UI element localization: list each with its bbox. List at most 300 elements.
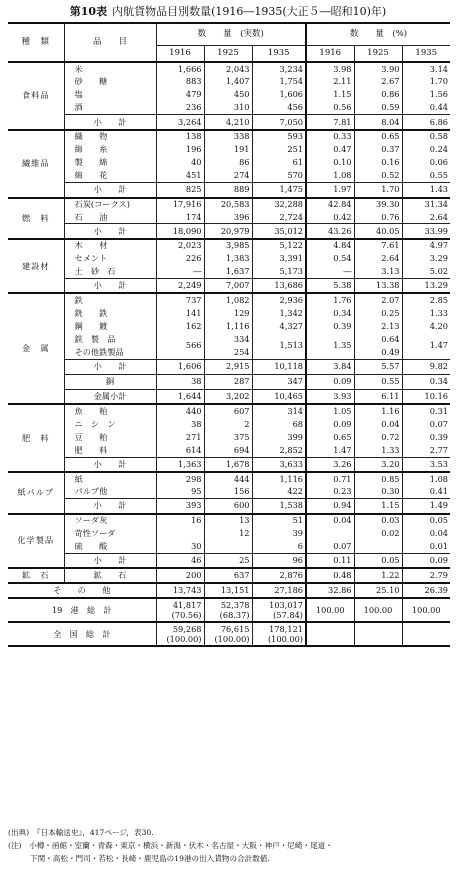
pct-1935: 0.07 — [429, 418, 448, 429]
item-row — [8, 198, 450, 211]
pct-1925: 0.76 — [354, 211, 402, 224]
pct-1935: 1.47 — [429, 340, 448, 351]
qty-1925: 450 — [204, 88, 252, 101]
pct-1925: 0.04 — [354, 418, 402, 431]
qty-1925 — [204, 622, 252, 646]
qty-1925: 4,210 — [204, 115, 252, 130]
pct-1935: 0.04 — [429, 527, 448, 538]
qty-1935: 456 — [287, 102, 303, 113]
item-row — [8, 88, 450, 101]
item-row — [8, 252, 450, 265]
qty-1916: 17,916 — [156, 198, 204, 211]
source-note: (出典) 『日本輸送史』，417ページ，表30. — [8, 828, 154, 837]
qty-1935: 10,118 — [274, 361, 303, 372]
pct-1916: 0.33 — [306, 130, 354, 143]
subtotal-row — [8, 457, 450, 472]
qty-1925: 156 — [204, 485, 252, 498]
metal-total-label: 金属小計 — [64, 389, 156, 404]
share: (57.84) — [273, 610, 303, 621]
qty-1925: 2 — [204, 418, 252, 431]
subtotal-label: 小 計 — [64, 278, 156, 293]
item-row — [8, 169, 450, 182]
pct-1925: 0.64 — [354, 333, 402, 346]
item-name: 石 油 — [64, 211, 156, 224]
share: (68.37) — [219, 610, 250, 621]
category-label: 繊維品 — [8, 130, 64, 198]
table-body — [8, 23, 450, 646]
qty-1935: 422 — [287, 486, 303, 497]
qty-1935: 399 — [287, 431, 303, 442]
pct-1916: 0.04 — [306, 514, 354, 527]
value: 41,817 — [172, 600, 202, 611]
qty-1935 — [252, 598, 306, 622]
pct-1935: 1.33 — [429, 307, 448, 318]
qty-1925: 310 — [204, 102, 252, 115]
pct-1935: 3.53 — [429, 458, 448, 469]
empty-cell — [354, 622, 402, 646]
pct-1925: 0.02 — [354, 527, 402, 540]
subtotal-label: 小 計 — [64, 457, 156, 472]
header-kind: 種 類 — [8, 23, 64, 62]
pct-1916: 0.56 — [306, 102, 354, 115]
cargo-table — [8, 22, 450, 647]
qty-1916: 236 — [156, 102, 204, 115]
note-line-2: 下関・高松・門司・若松・長崎・鹿児島の19港の出入貨物の合計数値. — [30, 854, 270, 863]
pct-1916: ― — [306, 265, 354, 278]
pct-1935: 4.20 — [429, 320, 448, 331]
category-label: 食料品 — [8, 62, 64, 130]
ports-total-row — [8, 598, 450, 622]
pct-1916: 3.26 — [306, 457, 354, 472]
qty-1935: 347 — [287, 376, 303, 387]
qty-1916: ― — [156, 265, 204, 278]
header-row-top — [8, 23, 450, 45]
pct-1925: 0.25 — [354, 307, 402, 320]
item-row — [8, 444, 450, 457]
qty-1925: 7,007 — [204, 278, 252, 293]
pct-1935: 0.44 — [429, 102, 448, 113]
pct-1916: 0.71 — [306, 472, 354, 485]
pct-1935: 3.29 — [429, 253, 448, 264]
pct-1925: 1.16 — [354, 404, 402, 417]
pct-1925: 0.72 — [354, 431, 402, 444]
year-1916: 1916 — [156, 45, 204, 62]
pct-1935: 0.24 — [429, 144, 448, 155]
subtotal-label: 小 計 — [64, 499, 156, 514]
item-name: 銑 鉄 — [64, 307, 156, 320]
pct-1925: 3.13 — [354, 265, 402, 278]
qty-1916: 46 — [156, 553, 204, 568]
category-label: 肥 料 — [8, 404, 64, 472]
pct-1925: 0.37 — [354, 143, 402, 156]
pct-1935: 0.31 — [429, 405, 448, 416]
qty-1925: 13,151 — [204, 583, 252, 598]
merged-item-row — [8, 333, 450, 346]
pct-1935: 100.00 — [411, 605, 441, 616]
item-name: 鋼 鍍 — [64, 320, 156, 333]
subtotal-label: 小 計 — [64, 359, 156, 374]
pct-1916: 0.10 — [306, 156, 354, 169]
qty-1916: 40 — [156, 156, 204, 169]
qty-1916: 1,363 — [156, 457, 204, 472]
pct-1916: 1.08 — [306, 169, 354, 182]
qty-1916: 38 — [156, 374, 204, 389]
qty-1925: 274 — [204, 169, 252, 182]
pct-1935: 1.08 — [429, 473, 448, 484]
item-name: 酒 — [64, 102, 156, 115]
table-caption — [0, 5, 456, 19]
item-name: 木 材 — [64, 239, 156, 252]
qty-1935: 68 — [292, 418, 303, 429]
qty-1935: 35,012 — [274, 225, 303, 236]
pct-1925: 2.67 — [354, 75, 402, 88]
pct-1916: 0.48 — [306, 568, 354, 583]
other-row — [8, 583, 450, 598]
pct-1935: 1.43 — [429, 184, 448, 195]
item-row — [8, 320, 450, 333]
qty-1925: 20,979 — [204, 224, 252, 239]
year-1925-pct: 1925 — [354, 45, 402, 62]
qty-1935: 2,936 — [279, 295, 303, 306]
qty-1935: 1,513 — [279, 340, 303, 351]
item-name: ニ シ ン — [64, 418, 156, 431]
qty-1925: 1,082 — [204, 293, 252, 306]
pct-1925: 3.90 — [354, 62, 402, 75]
item-name: 織 物 — [64, 130, 156, 143]
item-row — [8, 156, 450, 169]
item-name: 紙 — [64, 472, 156, 485]
qty-1935: 1,754 — [279, 76, 303, 87]
table-title: 内航貨物品目別数量(1916―1935(大正５―昭和10)年) — [112, 5, 387, 18]
pct-1925: 1.33 — [354, 444, 402, 457]
qty-1935: 96 — [292, 554, 303, 565]
pct-1925: 5.57 — [354, 359, 402, 374]
value: 59,268 — [172, 624, 202, 635]
pct-1925: 1.70 — [354, 183, 402, 198]
pct-1925: 7.61 — [354, 239, 402, 252]
qty-1925: 86 — [204, 156, 252, 169]
subtotal-label: 小 計 — [64, 224, 156, 239]
pct-1935: 0.39 — [429, 431, 448, 442]
item-row — [8, 62, 450, 75]
qty-1935: 51 — [292, 515, 303, 526]
pct-1935: 2.64 — [429, 211, 448, 222]
pct-1935: 2.77 — [429, 444, 448, 455]
value: 76,615 — [220, 624, 250, 635]
pct-1935: 6.86 — [429, 116, 448, 127]
pct-1916: 3.98 — [306, 62, 354, 75]
qty-1935: 1,538 — [279, 500, 303, 511]
subtotal-row — [8, 553, 450, 568]
pct-1935: 0.34 — [429, 376, 448, 387]
qty-1925: 1,637 — [204, 265, 252, 278]
qty-1925: 1,116 — [204, 320, 252, 333]
item-name: 鉄 製 品 — [64, 333, 156, 346]
item-name: 硫 酸 — [64, 540, 156, 553]
qty-1925: 607 — [204, 404, 252, 417]
pct-1916: 7.81 — [306, 115, 354, 130]
subtotal-label: 小 計 — [64, 183, 156, 198]
item-row — [8, 431, 450, 444]
pct-1916: 0.65 — [306, 431, 354, 444]
pct-1925: 0.85 — [354, 472, 402, 485]
qty-1925: 25 — [204, 553, 252, 568]
qty-1916: 196 — [156, 143, 204, 156]
year-1916-pct: 1916 — [306, 45, 354, 62]
item-name: その他鉄製品 — [64, 346, 156, 359]
pct-1916: 0.09 — [306, 418, 354, 431]
value: 103,017 — [269, 600, 303, 611]
item-row — [8, 307, 450, 320]
qty-1935: 3,234 — [279, 63, 303, 74]
item-name: 銅 — [64, 374, 156, 389]
pct-1916: 43.26 — [306, 224, 354, 239]
category-label: 紙パルプ — [8, 472, 64, 513]
qty-1935: 13,686 — [274, 280, 303, 291]
qty-1916: 18,090 — [156, 224, 204, 239]
pct-1916: 0.47 — [306, 143, 354, 156]
qty-1916: 737 — [156, 293, 204, 306]
metal-total-row — [8, 389, 450, 404]
qty-1935: 593 — [287, 131, 303, 142]
qty-1916: 30 — [156, 540, 204, 553]
pct-1916: 0.34 — [306, 307, 354, 320]
qty-1925: 3,202 — [204, 389, 252, 404]
qty-1916: 138 — [156, 130, 204, 143]
qty-1925: 375 — [204, 431, 252, 444]
qty-1925: 13 — [204, 514, 252, 527]
subtotal-row — [8, 115, 450, 130]
qty-1916: 479 — [156, 88, 204, 101]
item-row — [8, 143, 450, 156]
category-label: 建設材 — [8, 239, 64, 294]
pct-1935: 31.34 — [424, 199, 448, 210]
pct-1935: 0.09 — [429, 554, 448, 565]
mineral-row — [8, 568, 450, 583]
qty-1925: 444 — [204, 472, 252, 485]
subtotal-row — [8, 224, 450, 239]
qty-1925: 2,915 — [204, 359, 252, 374]
qty-1916: 271 — [156, 431, 204, 444]
item-name: パルプ他 — [64, 485, 156, 498]
pct-1935: 0.05 — [429, 515, 448, 526]
pct-1916: 4.84 — [306, 239, 354, 252]
pct-1916: 2.11 — [306, 75, 354, 88]
qty-1935: 4,327 — [279, 320, 303, 331]
qty-1916: 451 — [156, 169, 204, 182]
qty-1916: 174 — [156, 211, 204, 224]
category-label: 化学製品 — [8, 514, 64, 569]
pct-1925: 0.30 — [354, 485, 402, 498]
qty-1925: 20,583 — [204, 198, 252, 211]
pct-1925: 1.22 — [354, 568, 402, 583]
qty-1916: 141 — [156, 307, 204, 320]
pct-1925: 2.13 — [354, 320, 402, 333]
pct-1925: 6.11 — [354, 389, 402, 404]
empty-cell — [402, 622, 450, 646]
item-name: 砂 糖 — [64, 75, 156, 88]
pct-1916: 1.97 — [306, 183, 354, 198]
item-row — [8, 472, 450, 485]
qty-1935: 32,288 — [274, 199, 303, 210]
category-label: 鉱 石 — [8, 568, 64, 583]
item-row — [8, 75, 450, 88]
qty-1916: 1,666 — [156, 62, 204, 75]
qty-1925: 1,678 — [204, 457, 252, 472]
national-total-row — [8, 622, 450, 646]
footnotes — [8, 826, 450, 865]
qty-1916 — [156, 527, 204, 540]
share: (100.00) — [267, 634, 303, 645]
qty-1935: 1,116 — [279, 473, 303, 484]
qty-1916: 298 — [156, 472, 204, 485]
value: 52,378 — [220, 600, 250, 611]
pct-1916: 1.05 — [306, 404, 354, 417]
item-name: ソーダ灰 — [64, 514, 156, 527]
header-qty: 数 量 (実数) — [197, 28, 264, 39]
qty-1925: 889 — [204, 183, 252, 198]
header-item: 品 目 — [64, 23, 156, 62]
qty-1935: 61 — [292, 157, 303, 168]
subtotal-row — [8, 359, 450, 374]
share: (100.00) — [214, 634, 250, 645]
pct-1935: 1.56 — [429, 89, 448, 100]
pct-1916: 0.39 — [306, 320, 354, 333]
year-1935-pct: 1935 — [415, 47, 438, 58]
share: (100.00) — [166, 634, 202, 645]
qty-1916: 2,023 — [156, 239, 204, 252]
pct-1925: 0.52 — [354, 169, 402, 182]
pct-1916: 1.47 — [306, 444, 354, 457]
qty-1935: 10,465 — [274, 391, 303, 402]
pct-1935: 33.99 — [424, 225, 448, 236]
item-row — [8, 239, 450, 252]
qty-1925: 694 — [204, 444, 252, 457]
pct-1916: 0.11 — [306, 553, 354, 568]
pct-1935: 0.01 — [429, 540, 448, 551]
qty-1916: 1,644 — [156, 389, 204, 404]
qty-1916: 566 — [156, 333, 204, 359]
pct-1925: 0.55 — [354, 374, 402, 389]
pct-1935: 4.97 — [429, 240, 448, 251]
category-label: 金 属 — [8, 293, 64, 404]
item-name: セメント — [64, 252, 156, 265]
item-row — [8, 540, 450, 553]
pct-1916: 1.35 — [306, 333, 354, 359]
qty-1925: 334 — [204, 333, 252, 346]
subtotal-row — [8, 499, 450, 514]
pct-1916: 3.93 — [306, 389, 354, 404]
qty-1916: 38 — [156, 418, 204, 431]
item-row — [8, 130, 450, 143]
ports-total-label: 19 港 総 計 — [8, 598, 156, 622]
pct-1925: 0.49 — [354, 346, 402, 359]
pct-1916 — [306, 527, 354, 540]
pct-1916: 42.84 — [306, 198, 354, 211]
pct-1916: 1.76 — [306, 293, 354, 306]
table-number: 第10表 — [69, 5, 108, 18]
item-row — [8, 485, 450, 498]
pct-1916: 3.84 — [306, 359, 354, 374]
pct-1916: 5.38 — [306, 278, 354, 293]
pct-1925: 2.07 — [354, 293, 402, 306]
qty-1925: 1,383 — [204, 252, 252, 265]
qty-1925: 3,985 — [204, 239, 252, 252]
pct-1916: 32.86 — [306, 583, 354, 598]
item-name: 豆 粕 — [64, 431, 156, 444]
qty-1935: 39 — [292, 527, 303, 538]
subtotal-row — [8, 278, 450, 293]
qty-1916: 3,264 — [156, 115, 204, 130]
header-pct: 数 量 (%) — [306, 23, 450, 45]
qty-1916 — [156, 598, 204, 622]
pct-1925: 40.05 — [354, 224, 402, 239]
item-name: 土 砂 石 — [64, 265, 156, 278]
qty-1935: 1,342 — [279, 307, 303, 318]
qty-1916: 883 — [156, 75, 204, 88]
qty-1916: 614 — [156, 444, 204, 457]
qty-1925: 637 — [204, 568, 252, 583]
qty-1935: 3,633 — [279, 458, 303, 469]
year-1935: 1935 — [267, 47, 290, 58]
pct-1925: 0.59 — [354, 102, 402, 115]
pct-1925: 0.16 — [354, 156, 402, 169]
qty-1935: 5,122 — [279, 240, 303, 251]
pct-1935: 1.70 — [429, 76, 448, 87]
share: (70.56) — [171, 610, 202, 621]
pct-1925: 0.86 — [354, 88, 402, 101]
pct-1925: 2.64 — [354, 252, 402, 265]
item-name: 石炭(コークス) — [64, 198, 156, 211]
qty-1916: 226 — [156, 252, 204, 265]
pct-1935: 2.85 — [429, 295, 448, 306]
pct-1916: 100.00 — [306, 598, 354, 622]
qty-1935: 6 — [297, 540, 303, 551]
qty-1935: 3,391 — [279, 253, 303, 264]
qty-1925: 129 — [204, 307, 252, 320]
qty-1916: 440 — [156, 404, 204, 417]
pct-1925: 3.20 — [354, 457, 402, 472]
pct-1916: 0.09 — [306, 374, 354, 389]
item-name: 鉄 — [64, 293, 156, 306]
empty-cell — [306, 622, 354, 646]
item-row — [8, 293, 450, 306]
item-row — [8, 514, 450, 527]
pct-1935: 3.14 — [429, 63, 448, 74]
pct-1935: 5.02 — [429, 266, 448, 277]
qty-1935: 7,050 — [279, 116, 303, 127]
qty-1935 — [252, 622, 306, 646]
qty-1935: 2,724 — [279, 211, 303, 222]
qty-1935: 570 — [287, 170, 303, 181]
qty-1925: 191 — [204, 143, 252, 156]
pct-1935: 0.41 — [429, 486, 448, 497]
item-name: 綿 糸 — [64, 143, 156, 156]
subtotal-label: 小 計 — [64, 115, 156, 130]
pct-1925: 1.15 — [354, 499, 402, 514]
pct-1935: 0.58 — [429, 131, 448, 142]
qty-1916: 162 — [156, 320, 204, 333]
qty-1916 — [156, 622, 204, 646]
pct-1925: 100.00 — [354, 598, 402, 622]
item-name: 米 — [64, 62, 156, 75]
pct-1935: 13.29 — [424, 280, 448, 291]
merged-item-row — [8, 346, 450, 359]
qty-1925: 338 — [204, 130, 252, 143]
item-name: 綿 花 — [64, 169, 156, 182]
national-total-label: 全 国 総 計 — [8, 622, 156, 646]
item-row — [8, 374, 450, 389]
